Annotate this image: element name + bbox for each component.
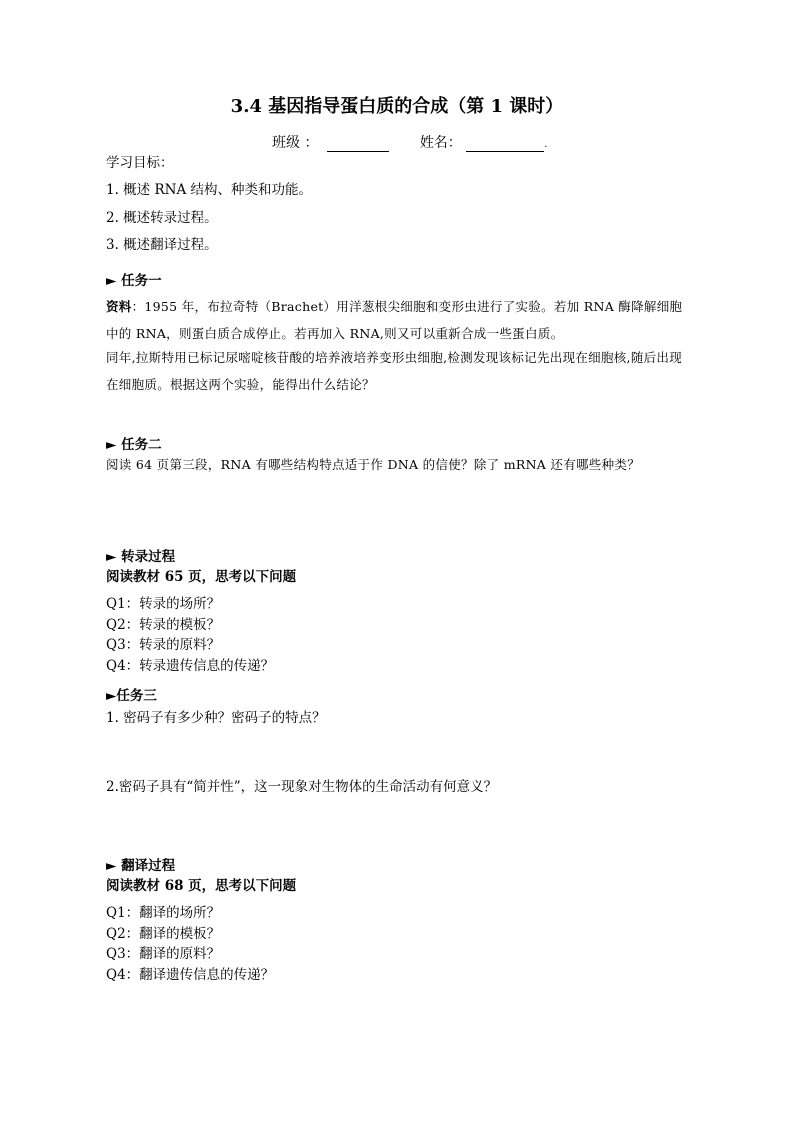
task2-text: 阅读 64 页第三段，RNA 有哪些结构特点适于作 DNA 的信使？除了 mRNA 还有哪些种类？ xyxy=(106,457,641,472)
objective-item: 2. 概述转录过程。 xyxy=(106,210,218,226)
question-item: Q2：转录的模板？ xyxy=(106,616,221,633)
task1-material xyxy=(106,293,694,347)
task1-paragraph-2: 同年,拉斯特用已标记尿嘧啶核苷酸的培养液培养变形虫细胞,检测发现该标记先出现在细胞核,随后出现在细胞质。根据这两个实验，能得出什么结论？ xyxy=(106,350,683,392)
translation-heading: ► 翻译过程 xyxy=(106,858,176,874)
question-item: Q3：翻译的原料？ xyxy=(106,946,221,962)
question-item: Q4：转录遗传信息的传递？ xyxy=(106,657,275,674)
question-item: Q1：翻译的场所？ xyxy=(106,905,221,921)
question-item: Q3：转录的原料？ xyxy=(106,637,221,653)
translation-subheading: 阅读教材 68 页，思考以下问题 xyxy=(106,878,297,894)
task3-question-2: 2.密码子具有“简并性”，这一现象对生物体的生命活动有何意义？ xyxy=(106,779,498,795)
task3-question-1: 1. 密码子有多少种？密码子的特点？ xyxy=(106,710,326,726)
task2-heading: ► 任务二 xyxy=(106,437,162,453)
task1-heading: ► 任务一 xyxy=(106,273,162,289)
translation-questions xyxy=(106,903,274,985)
question-item: Q4：翻译遗传信息的传递？ xyxy=(106,966,275,983)
material-label: 资料 xyxy=(106,299,132,314)
transcription-subheading: 阅读教材 65 页，思考以下问题 xyxy=(106,569,297,585)
name-label: 姓名： xyxy=(419,135,462,151)
material-text: ：1955 年，布拉奇特（Brachet）用洋葱根尖细胞和变形虫进行了实验。若加 RNA 酶降解细胞中的 RNA，则蛋白质合成停止。若再加入 RNA,则又可以重新合成一些蛋白质。 xyxy=(106,299,683,341)
class-blank xyxy=(327,137,389,152)
objective-item: 1. 概述 RNA 结构、种类和功能。 xyxy=(106,182,312,198)
task3-heading: ►任务三 xyxy=(106,688,157,704)
transcription-questions xyxy=(106,594,274,676)
question-item: Q1：转录的场所？ xyxy=(106,596,221,612)
objective-item: 3. 概述翻译过程。 xyxy=(106,237,218,253)
objectives-heading: 学习目标： xyxy=(106,155,174,171)
name-blank xyxy=(466,137,544,152)
transcription-heading: ► 转录过程 xyxy=(106,549,176,565)
class-name-line xyxy=(272,132,547,152)
page-title: 3.4 基因指导蛋白质的合成（第 1 课时） xyxy=(230,96,564,117)
question-item: Q2：翻译的模板？ xyxy=(106,925,221,942)
name-blank-suffix: . xyxy=(544,139,548,150)
class-label: 班级 ： xyxy=(272,135,319,151)
